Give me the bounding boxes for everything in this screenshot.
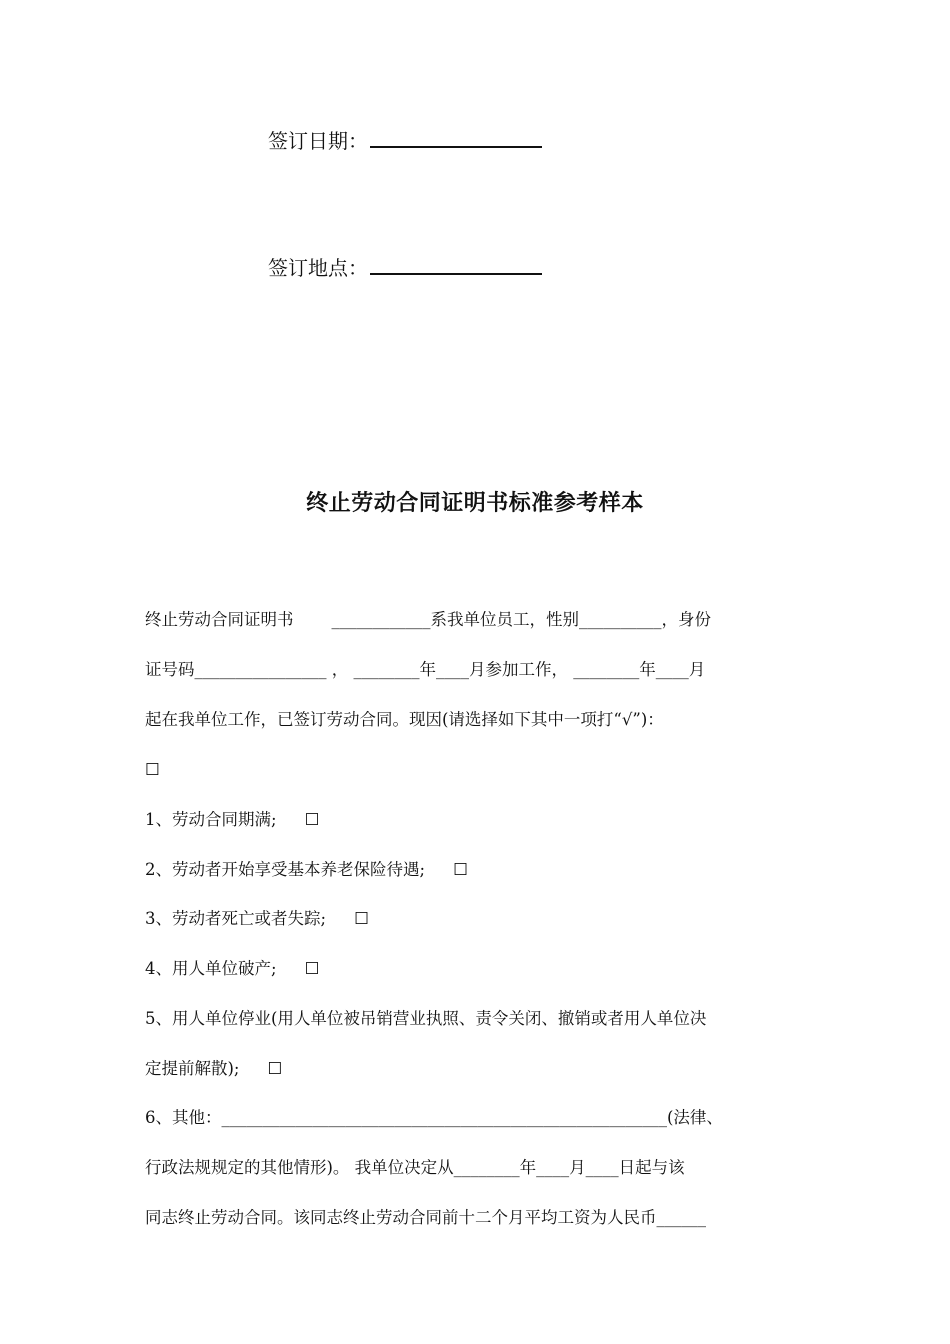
reason-item-1 — [145, 808, 825, 832]
body-line-2: 证号码________________ ， ________年____月参加工作， ________年____月 — [145, 660, 706, 679]
body-line-1 — [145, 608, 825, 632]
reason-item-5 — [145, 1007, 825, 1031]
signing-date-blank[interactable] — [370, 126, 542, 148]
checkbox-icon[interactable]: ☐ — [145, 760, 160, 779]
checkbox-icon[interactable]: ☐ — [267, 1059, 283, 1078]
reason-item-2 — [145, 858, 825, 882]
body-line-after-2: 同志终止劳动合同。该同志终止劳动合同前十二个月平均工资为人民币______ — [145, 1208, 706, 1227]
checkbox-icon[interactable]: ☐ — [354, 909, 369, 928]
reason-item-label: 1、劳动合同期满; — [145, 810, 277, 829]
document-title: 终止劳动合同证明书标准参考样本 — [306, 491, 644, 516]
reason-item-other: 6、其他：______________________________________________________(法律、 — [145, 1108, 723, 1127]
signing-place-line — [268, 253, 542, 282]
reason-line — [145, 758, 825, 782]
reason-item-label: 5、用人单位停业(用人单位被吊销营业执照、责令关闭、撤销或者用人单位决 — [145, 1009, 707, 1028]
reason-item-5-cont — [145, 1057, 825, 1081]
checkbox-icon[interactable]: ☐ — [304, 810, 320, 829]
body-line-3: 起在我单位工作，已签订劳动合同。现因(请选择如下其中一项打“√”)： — [145, 710, 664, 729]
reason-item-label: 2、劳动者开始享受基本养老保险待遇; — [145, 860, 426, 879]
reason-item-3 — [145, 907, 825, 931]
signing-place-blank[interactable] — [370, 253, 542, 275]
checkbox-icon[interactable]: ☐ — [453, 860, 468, 879]
employee-info-text: ____________系我单位员工，性别__________，身份 — [331, 610, 711, 629]
checkbox-icon[interactable]: ☐ — [304, 959, 320, 978]
signing-date-line — [268, 126, 542, 155]
reason-item-label: 3、劳动者死亡或者失踪; — [145, 909, 327, 928]
reason-item-label: 4、用人单位破产; — [145, 959, 277, 978]
reason-item-label: 定提前解散); — [145, 1059, 240, 1078]
signing-place-label: 签订地点： — [268, 256, 368, 280]
reason-item-4 — [145, 957, 825, 981]
certificate-label: 终止劳动合同证明书 — [145, 610, 294, 629]
signing-date-label: 签订日期： — [268, 129, 368, 153]
body-line-after-1: 行政法规规定的其他情形)。 我单位决定从________年____月____日起与该 — [145, 1158, 685, 1177]
